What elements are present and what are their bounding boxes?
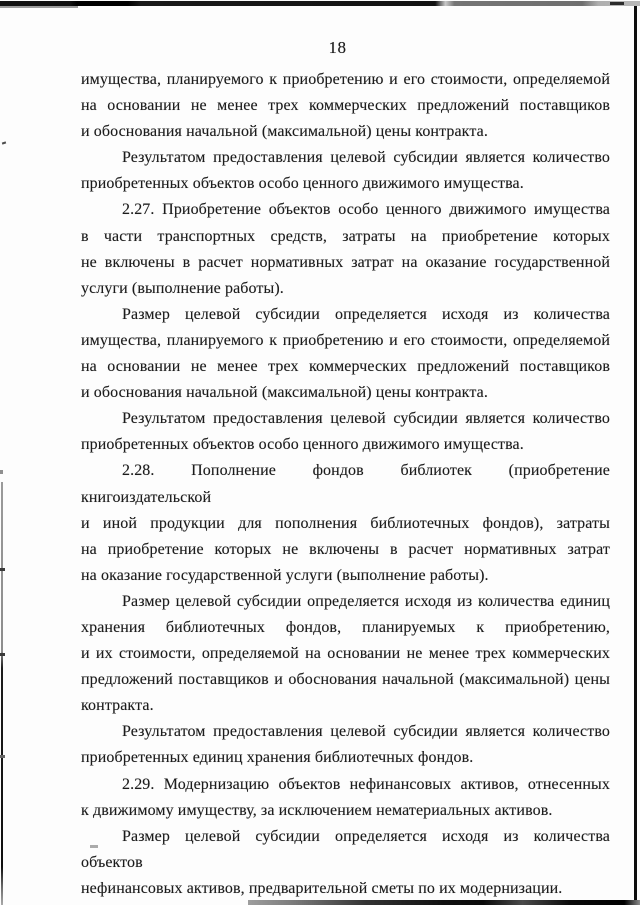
text-line: не включены в расчет нормативных затрат на оказание государственной xyxy=(81,253,610,271)
text-line: приобретенных единиц хранения библиотечных фондов. xyxy=(81,749,474,767)
text-line: хранения библиотечных фондов, планируемых к приобретению, xyxy=(81,618,610,636)
text-line: Размер целевой субсидии определяется исходя из количества объектов xyxy=(81,827,610,871)
text-line: 2.28. Пополнение фондов библиотек (приобретение книгоиздательской xyxy=(81,462,610,506)
scan-edge-left-tick xyxy=(0,568,5,571)
text-line: имущества, планируемого к приобретению и его стоимости, определяемой xyxy=(81,71,610,88)
text-line: услуги (выполнение работы). xyxy=(81,279,284,297)
text-line: в части транспортных средств, затраты на приобретение которых xyxy=(81,227,610,245)
text-line: 2.27. Приобретение объектов особо ценного движимого имущества xyxy=(122,201,610,219)
scan-edge-left-tick xyxy=(0,653,5,656)
text-line: 2.29. Модернизацию объектов нефинансовых активов, отнесенных xyxy=(122,775,610,793)
scan-edge-left xyxy=(1,482,3,905)
page-number: 18 xyxy=(328,38,347,57)
text-line: и обоснования начальной (максимальной) цены контракта. xyxy=(81,384,488,402)
text-line: Результатом предоставления целевой субсидии является количество xyxy=(122,410,610,428)
text-line: и иной продукции для пополнения библиотечных фондов), затраты xyxy=(81,514,610,532)
text-line: нефинансовых активов, предварительной сметы по их модернизации. xyxy=(81,879,563,897)
scan-edge-top xyxy=(0,1,640,6)
document-text xyxy=(81,67,610,902)
text-line: и обоснования начальной (максимальной) цены контракта. xyxy=(81,123,488,141)
scan-edge-top-mark xyxy=(610,2,624,5)
scan-edge-right xyxy=(634,6,637,905)
text-line: Размер целевой субсидии определяется исходя из количества единиц xyxy=(122,592,610,610)
text-line: Размер целевой субсидии определяется исходя из количества xyxy=(122,305,610,323)
text-line: и их стоимости, определяемой на основании не менее трех коммерческих xyxy=(81,645,610,663)
text-line: Результатом предоставления целевой субсидии является количество xyxy=(122,149,610,167)
scan-speck xyxy=(0,470,3,474)
text-line: контракта. xyxy=(81,697,154,715)
text-line: к движимому имуществу, за исключением нематериальных активов. xyxy=(81,801,553,819)
text-line: на основании не менее трех коммерческих предложений поставщиков xyxy=(81,358,610,376)
text-line: приобретенных объектов особо ценного движимого имущества. xyxy=(81,175,524,193)
text-line: на приобретение которых не включены в расчет нормативных затрат xyxy=(81,540,610,558)
text-line: приобретенных объектов особо ценного движимого имущества. xyxy=(81,436,524,454)
text-line: Результатом предоставления целевой субсидии является количество xyxy=(122,723,610,741)
scan-speck xyxy=(2,141,6,144)
text-line: имущества, планируемого к приобретению и его стоимости, определяемой xyxy=(81,331,610,349)
text-line: предложений поставщиков и обоснования начальной (максимальной) цены xyxy=(81,671,610,689)
text-line: на основании не менее трех коммерческих предложений поставщиков xyxy=(81,97,610,115)
scan-edge-left-tick xyxy=(0,755,5,758)
text-line: на оказание государственной услуги (выполнение работы). xyxy=(81,566,489,584)
scan-edge-top-underline xyxy=(0,6,78,8)
